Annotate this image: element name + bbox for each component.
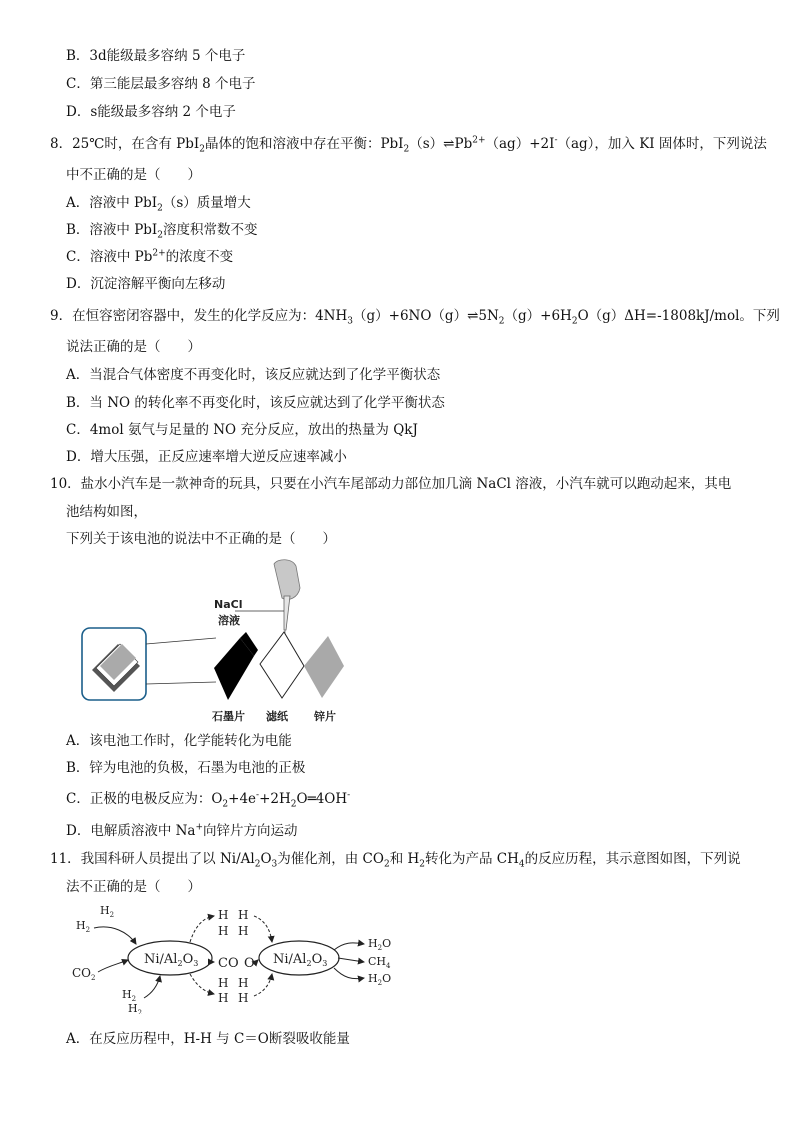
q10-option-c: C．正极的电极反应为：$O_2+4e^-+2H_2O═4OH^-$ [66, 790, 351, 810]
svg-text:CH4: $CH_4$ [368, 955, 391, 970]
q11-option-a: A．在反应历程中，H-H 与 C＝O断裂吸收能量 [66, 1031, 350, 1047]
graphite-label: 石墨片 [212, 710, 245, 723]
q10-stem: 10．盐水小汽车是一款神奇的玩具，只要在小汽车尾部动力部位加几滴 NaCl 溶液，小汽车就可以跑动起来，其电 [50, 476, 732, 492]
dropper-icon [274, 560, 300, 647]
svg-text:H2O: $H_2O$ [368, 972, 392, 987]
q8-option-d: D．沉淀溶解平衡向左移动 [66, 276, 226, 292]
zinc-label: 锌片 [314, 710, 336, 723]
svg-text:Ni/Al2O3: $Ni/Al_2O_3$ [144, 952, 199, 968]
svg-text:H2: $H_2$ [128, 1002, 143, 1014]
svg-text:H2O: $H_2O$ [368, 937, 392, 952]
q11-stem-cont: 法不正确的是（ ） [66, 879, 201, 895]
solution-label: 溶液 [218, 614, 240, 627]
svg-text:H: H [218, 991, 229, 1005]
reaction-figure [72, 902, 412, 1014]
q9-stem-cont: 说法正确的是（ ） [66, 339, 201, 355]
q11-stem: 11．我国科研人员提出了以 $Ni/Al_2O_3$为催化剂，由 $CO_2$和 $H_2$转化为产品 $CH_4$的反应历程，其示意图如图，下列说 [50, 851, 741, 870]
svg-text:CO: CO [218, 956, 239, 971]
svg-text:Ni/Al2O3: $Ni/Al_2O_3$ [273, 952, 328, 968]
filter-label: 滤纸 [266, 710, 288, 723]
battery-figure [78, 558, 348, 726]
svg-text:H: H [218, 976, 229, 990]
svg-text:H: H [238, 991, 249, 1005]
q7-option-c: C．第三能层最多容纳 8 个电子 [66, 76, 256, 92]
svg-text:H: H [238, 924, 249, 938]
q9-stem: 9．在恒容密闭容器中，发生的化学反应为：$4NH_3(g)+6NO(g)\rightleftharpoons 5N_2(g)+6H_2O(g)\Delta H=-1808kJ$/mol。下列 [50, 308, 780, 327]
q7-option-d: D．s能级最多容纳 2 个电子 [66, 104, 236, 120]
nacl-label: NaCl [214, 598, 243, 611]
q9-option-b: B．当 NO 的转化率不再变化时，该反应就达到了化学平衡状态 [66, 395, 445, 411]
svg-text:O: O [244, 956, 255, 971]
svg-text:H: H [238, 908, 249, 922]
q9-option-a: A．当混合气体密度不再变化时，该反应就达到了化学平衡状态 [66, 367, 441, 383]
svg-text:H: H [218, 924, 229, 938]
q8-stem-cont: 中不正确的是（ ） [66, 167, 201, 183]
zinc-plate [304, 636, 344, 698]
q10-stem-cont: 池结构如图， [66, 504, 147, 520]
filter-paper [260, 632, 304, 698]
q8-option-a: A．溶液中 PbI$_2$（s）质量增大 [66, 195, 251, 214]
q9-option-c: C．4mol 氨气与足量的 NO 充分反应，放出的热量为 QkJ [66, 422, 418, 438]
svg-text:H2: $H_2$ [100, 904, 115, 919]
q10-option-b: B．锌为电池的负极，石墨为电池的正极 [66, 760, 306, 776]
svg-text:H: H [218, 908, 229, 922]
q10-stem-cont2: 下列关于该电池的说法中不正确的是（ ） [66, 531, 336, 547]
q8-option-c: C．溶液中 $Pb^{2+}$的浓度不变 [66, 248, 234, 265]
q10-option-d: D．电解质溶液中 Na+向锌片方向运动 [66, 822, 298, 839]
svg-text:H2: $H_2$ [122, 988, 137, 1003]
q10-option-a: A．该电池工作时，化学能转化为电能 [66, 733, 292, 749]
q8-stem: 8．25℃时，在含有 PbI$_2$晶体的饱和溶液中存在平衡：$PbI_2(s)\rightleftharpoons Pb^{2+}(ag)+2I^-(ag)$，加入 KI 固体时，下列说法 [50, 135, 767, 155]
q7-option-b: B．3d能级最多容纳 5 个电子 [66, 48, 246, 64]
q9-option-d: D．增大压强，正反应速率增大逆反应速率减小 [66, 449, 347, 465]
q8-option-b: B．溶液中 PbI$_2$溶度积常数不变 [66, 222, 258, 241]
svg-text:H: H [238, 976, 249, 990]
svg-text:CO2: $CO_2$ [72, 966, 96, 982]
svg-text:H2: $H_2$ [76, 919, 91, 934]
